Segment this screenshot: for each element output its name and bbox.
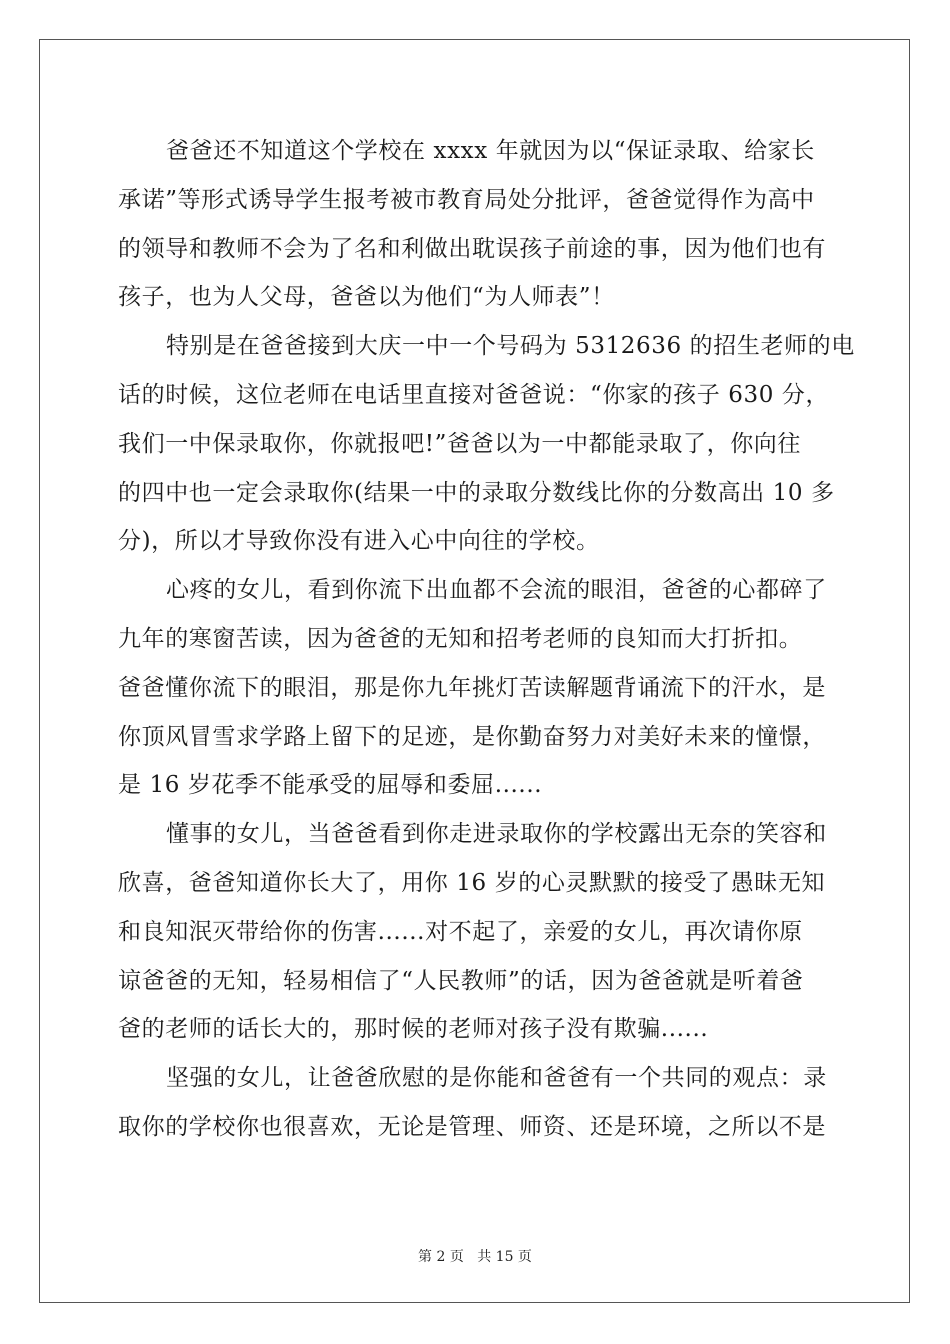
text-line: 坚强的女儿，让爸爸欣慰的是你能和爸爸有一个共同的观点：录 [166,1065,827,1092]
page-footer [0,1246,950,1266]
text-line: 谅爸爸的无知，轻易相信了“人民教师”的话，因为爸爸就是听着爸 [118,967,804,994]
document-body [118,127,855,1152]
text-line: 你顶风冒雪求学路上留下的足迹，是你勤奋努力对美好未来的憧憬， [118,723,826,750]
page-number: 第 2 页 [418,1249,464,1265]
text-line: 和良知泯灭带给你的伤害......对不起了，亲爱的女儿，再次请你原 [118,918,803,945]
text-line: 分)，所以才导致你没有进入心中向往的学校。 [118,528,600,555]
text-line: 爸的老师的话长大的，那时候的老师对孩子没有欺骗...... [118,1016,709,1043]
text-line: 特别是在爸爸接到大庆一中一个号码为 5312636 的招生老师的电 [166,333,855,360]
page-total: 共 15 页 [477,1249,532,1265]
text-line: 承诺”等形式诱导学生报考被市教育局处分批评，爸爸觉得作为高中 [118,186,815,213]
text-line: 是 16 岁花季不能承受的屈辱和委屈...... [118,772,543,799]
text-line: 话的时候，这位老师在电话里直接对爸爸说：“你家的孩子 630 分， [118,381,830,408]
text-line: 爸爸还不知道这个学校在 xxxx 年就因为以“保证录取、给家长 [166,138,815,164]
text-line: 爸爸懂你流下的眼泪，那是你九年挑灯苦读解题背诵流下的汗水，是 [118,674,826,701]
text-line: 九年的寒窗苦读，因为爸爸的无知和招考老师的良知而大打折扣。 [118,625,803,652]
paragraph [118,810,834,1054]
text-line: 欣喜，爸爸知道你长大了，用你 16 岁的心灵默默的接受了愚昧无知 [118,869,826,896]
text-line: 我们一中保录取你，你就报吧!”爸爸以为一中都能录取了，你向往 [118,430,802,457]
text-line: 的四中也一定会录取你(结果一中的录取分数线比你的分数高出 10 多 [118,479,835,506]
paragraph [118,1054,834,1152]
text-line: 懂事的女儿，当爸爸看到你走进录取你的学校露出无奈的笑容和 [166,821,827,848]
paragraph [118,566,834,810]
text-line: 心疼的女儿，看到你流下出血都不会流的眼泪，爸爸的心都碎了 [166,577,827,604]
paragraph [118,322,855,566]
text-line: 取你的学校你也很喜欢，无论是管理、师资、还是环境，之所以不是 [118,1113,826,1140]
text-line: 孩子，也为人父母，爸爸以为他们“为人师表”！ [118,284,615,311]
text-line: 的领导和教师不会为了名和利做出耽误孩子前途的事，因为他们也有 [118,235,826,262]
paragraph [118,127,834,322]
